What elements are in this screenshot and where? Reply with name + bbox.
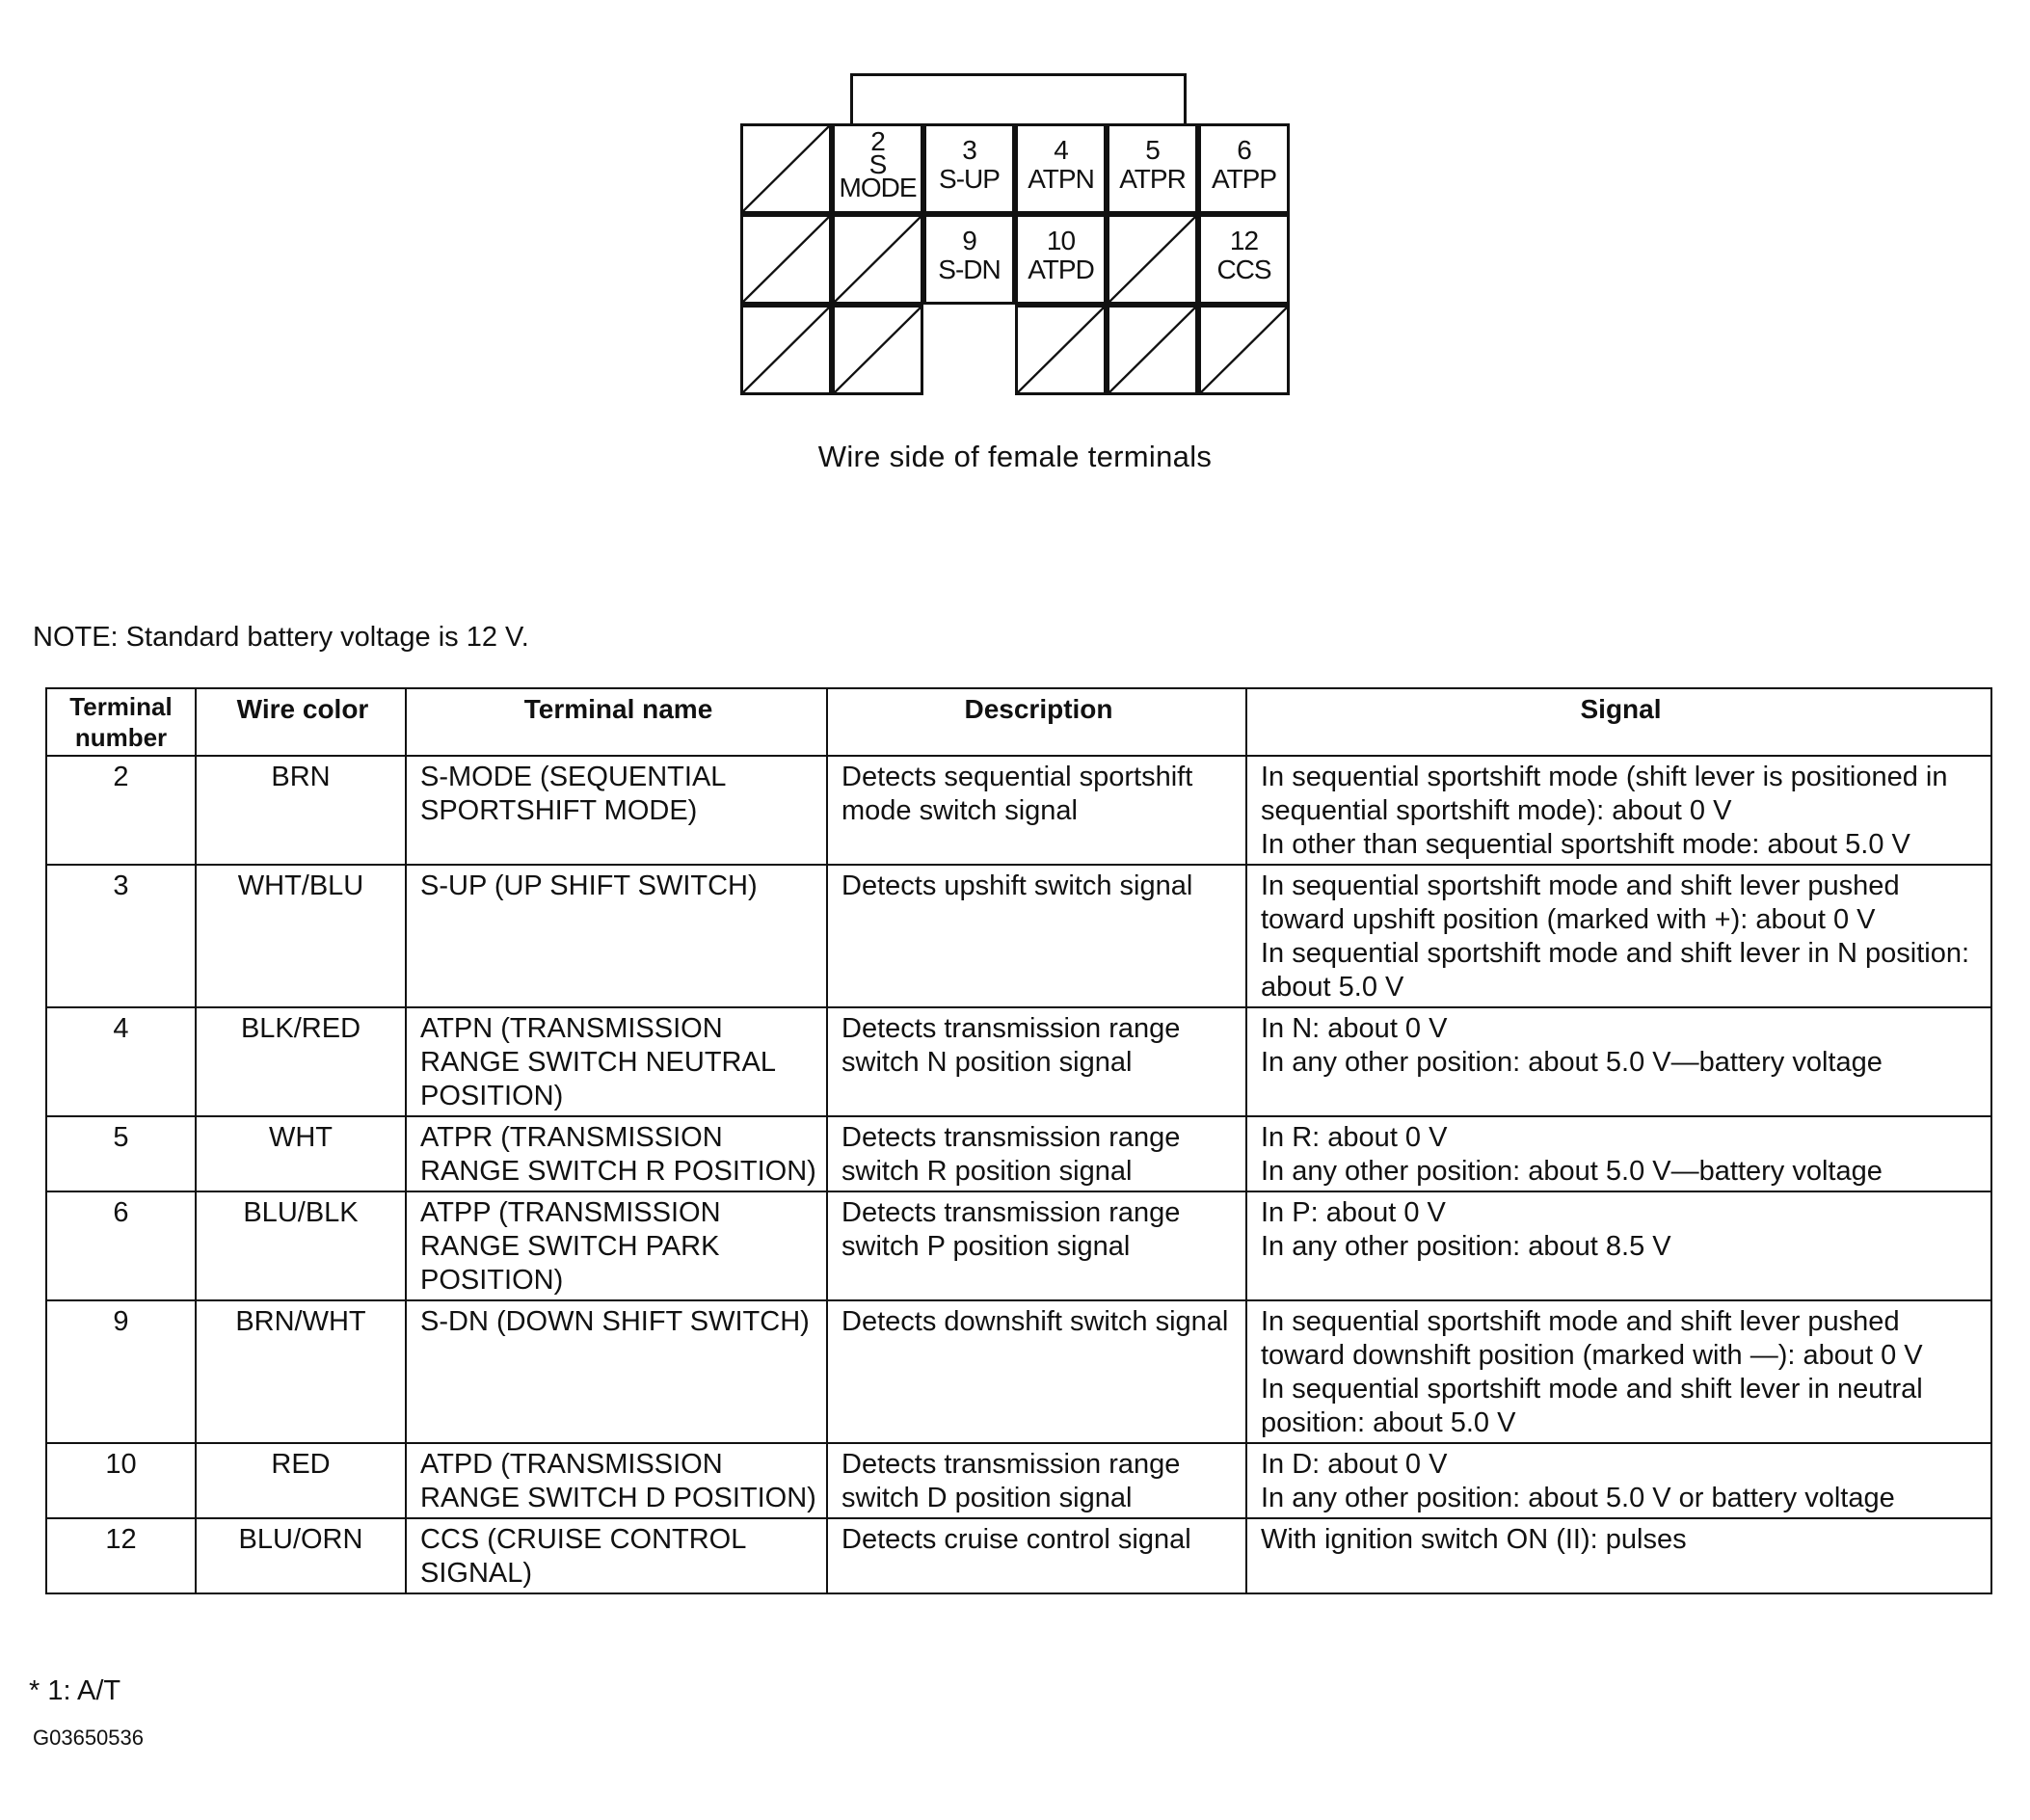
table-row [46,1443,1991,1518]
terminal-cell-12 [1198,214,1290,305]
cell-wire-color: WHT [196,1116,406,1191]
terminal-cell-6 [1198,123,1290,214]
cell-signal [1246,1116,1991,1191]
footnote: * 1: A/T [29,1675,121,1706]
terminal-number: 6 [1237,135,1251,165]
terminal-label: ATPD [1028,254,1094,284]
cell-terminal-name: S-UP (UP SHIFT SWITCH) [406,865,827,1007]
cell-terminal-number: 4 [46,1007,196,1116]
cell-signal [1246,756,1991,865]
terminal-label: CCS [1216,254,1271,284]
table-row [46,1300,1991,1443]
cell-terminal-name: ATPR (TRANSMISSION RANGE SWITCH R POSITION) [406,1116,827,1191]
table-row [46,1191,1991,1300]
cell-terminal-number: 2 [46,756,196,865]
terminal-number: 2 [870,126,885,156]
terminal-cell-2 [832,123,923,214]
terminal-label-line2: MODE [839,173,917,202]
empty-terminal-cell [740,214,832,305]
terminal-label: S-UP [939,164,1000,194]
terminal-number: 5 [1145,135,1160,165]
terminal-number: 10 [1046,226,1076,255]
empty-terminal-cell [1107,305,1198,395]
header-terminal-name: Terminal name [406,688,827,756]
signal-line: In sequential sportshift mode (shift lever is positioned in sequential sportshift mode): about 0 V [1261,762,1948,826]
empty-terminal-cell [832,305,923,395]
connector-lock-tab [850,73,1187,128]
cell-signal [1246,1300,1991,1443]
table-header-row [46,688,1991,756]
terminal-label: S-DN [938,254,1001,284]
header-terminal-number: Terminal number [46,688,196,756]
empty-terminal-cell [740,305,832,395]
terminal-cell-9 [923,214,1015,305]
cell-description: Detects sequential sportshift mode switch signal [827,756,1246,865]
terminal-label: ATPR [1119,164,1186,194]
figure-id: G03650536 [33,1726,144,1750]
header-description: Description [827,688,1246,756]
signal-line: In any other position: about 5.0 V or battery voltage [1261,1483,1895,1513]
cell-wire-color: BLK/RED [196,1007,406,1116]
cell-description: Detects transmission range switch N position signal [827,1007,1246,1116]
terminal-cell-5 [1107,123,1198,214]
connector-caption: Wire side of female terminals [817,440,1213,473]
cell-terminal-number: 10 [46,1443,196,1518]
cell-description: Detects downshift switch signal [827,1300,1246,1443]
cell-description: Detects transmission range switch D position signal [827,1443,1246,1518]
signal-line: In P: about 0 V [1261,1197,1446,1228]
cell-wire-color: BLU/BLK [196,1191,406,1300]
cell-wire-color: WHT/BLU [196,865,406,1007]
terminal-cell-3 [923,123,1015,214]
signal-line: With ignition switch ON (II): pulses [1261,1524,1687,1555]
terminal-cell-4 [1015,123,1107,214]
cell-terminal-number: 9 [46,1300,196,1443]
terminal-label: ATPN [1028,164,1094,194]
cell-terminal-name: ATPD (TRANSMISSION RANGE SWITCH D POSITION) [406,1443,827,1518]
connector-diagram [740,71,1293,399]
header-wire-color: Wire color [196,688,406,756]
cell-description: Detects transmission range switch P position signal [827,1191,1246,1300]
header-signal: Signal [1246,688,1991,756]
signal-line: In N: about 0 V [1261,1013,1448,1044]
cell-terminal-name: S-DN (DOWN SHIFT SWITCH) [406,1300,827,1443]
cell-description: Detects cruise control signal [827,1518,1246,1593]
signal-line: In any other position: about 5.0 V—battery voltage [1261,1156,1883,1187]
signal-line: In sequential sportshift mode and shift lever pushed toward downshift position (marked with —): about 0 V [1261,1306,1923,1371]
cell-description: Detects transmission range switch R position signal [827,1116,1246,1191]
cell-signal [1246,1518,1991,1593]
signal-line: In sequential sportshift mode and shift lever in N position: about 5.0 V [1261,938,1970,1003]
cell-terminal-name: ATPP (TRANSMISSION RANGE SWITCH PARK POSITION) [406,1191,827,1300]
cell-terminal-number: 3 [46,865,196,1007]
table-row [46,865,1991,1007]
terminal-number: 3 [962,135,976,165]
cell-terminal-name: ATPN (TRANSMISSION RANGE SWITCH NEUTRAL POSITION) [406,1007,827,1116]
signal-line: In D: about 0 V [1261,1449,1448,1480]
cell-wire-color: RED [196,1443,406,1518]
cell-terminal-number: 12 [46,1518,196,1593]
cell-wire-color: BLU/ORN [196,1518,406,1593]
signal-line: In R: about 0 V [1261,1122,1448,1153]
signal-line: In any other position: about 8.5 V [1261,1231,1671,1262]
terminal-number: 4 [1054,135,1068,165]
terminal-label: ATPP [1211,164,1277,194]
empty-terminal-cell [1015,305,1107,395]
cell-signal [1246,865,1991,1007]
table-row [46,1518,1991,1593]
signal-line: In other than sequential sportshift mode: about 5.0 V [1261,829,1910,860]
cell-signal [1246,1191,1991,1300]
table-row [46,1007,1991,1116]
cell-terminal-name: S-MODE (SEQUENTIAL SPORTSHIFT MODE) [406,756,827,865]
cell-signal [1246,1443,1991,1518]
cell-signal [1246,1007,1991,1116]
empty-terminal-cell [1107,214,1198,305]
cell-description: Detects upshift switch signal [827,865,1246,1007]
signal-line: In sequential sportshift mode and shift lever in neutral position: about 5.0 V [1261,1374,1923,1438]
terminal-label: S [868,149,887,179]
cell-wire-color: BRN/WHT [196,1300,406,1443]
table-row [46,756,1991,865]
terminal-number: 9 [962,226,976,255]
signal-line: In any other position: about 5.0 V—battery voltage [1261,1047,1883,1078]
battery-voltage-note: NOTE: Standard battery voltage is 12 V. [33,622,529,653]
cell-terminal-number: 6 [46,1191,196,1300]
empty-terminal-cell [1198,305,1290,395]
cell-terminal-name: CCS (CRUISE CONTROL SIGNAL) [406,1518,827,1593]
terminal-table [45,687,1992,1594]
signal-line: In sequential sportshift mode and shift lever pushed toward upshift position (marked with +): about 0 V [1261,870,1900,935]
cell-wire-color: BRN [196,756,406,865]
cell-terminal-number: 5 [46,1116,196,1191]
empty-terminal-cell [740,123,832,214]
empty-terminal-cell [832,214,923,305]
terminal-cell-10 [1015,214,1107,305]
table-row [46,1116,1991,1191]
terminal-number: 12 [1229,226,1259,255]
